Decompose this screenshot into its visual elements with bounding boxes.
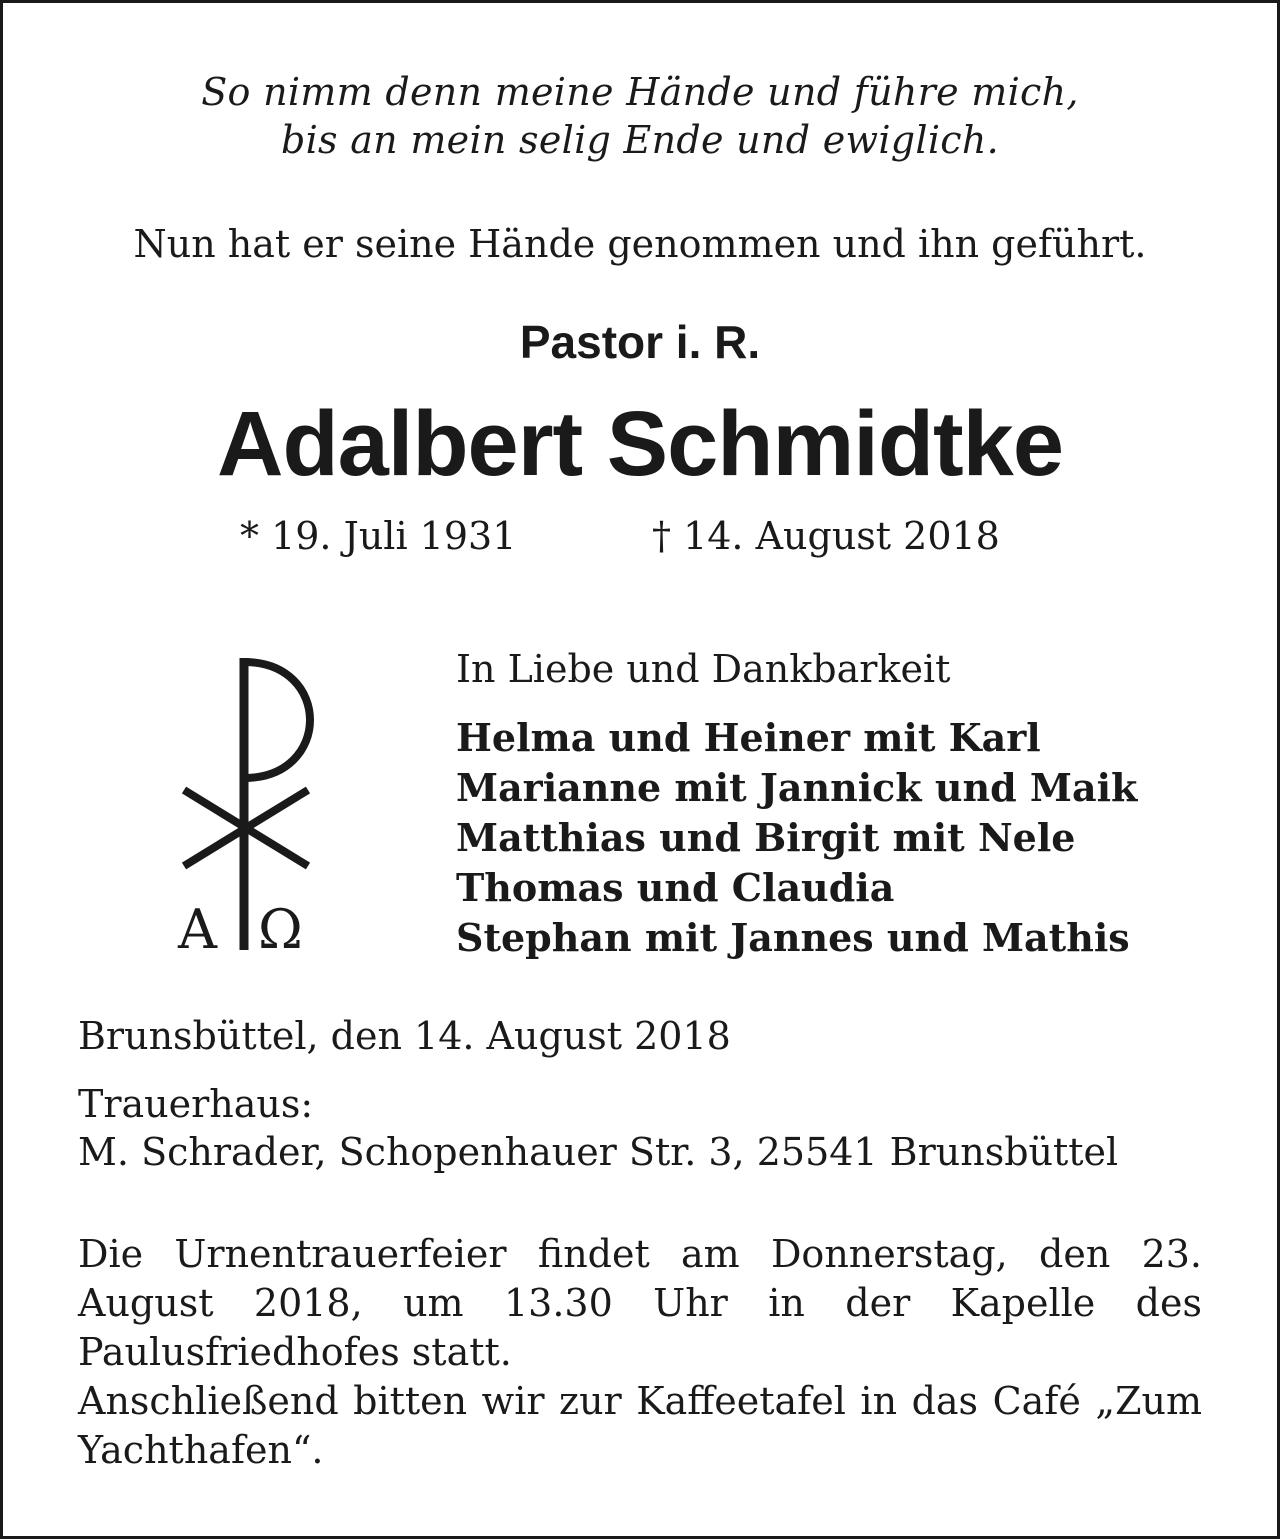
deceased-name: Adalbert Schmidtke: [217, 393, 1063, 495]
mourning-house-address: M. Schrader, Schopenhauer Str. 3, 25541 Brunsbüttel: [78, 1130, 1119, 1174]
mourning-house-label: Trauerhaus:: [78, 1082, 314, 1126]
place-and-date: Brunsbüttel, den 14. August 2018: [78, 1014, 731, 1058]
verse: [40, 68, 1240, 164]
chi-rho-alpha-omega-icon: [172, 650, 322, 960]
mourning-house: [78, 1080, 1118, 1176]
chi-rho-svg: [172, 650, 322, 960]
service-paragraph-2: Anschließend bitten wir zur Kaffeetafel in das Café „Zum Yachthafen“.: [78, 1379, 1202, 1472]
mourner-line: Matthias und Birgit mit Nele: [456, 815, 1076, 860]
mourner-line: Marianne mit Jannick und Maik: [456, 765, 1138, 810]
service-info: [78, 1230, 1202, 1475]
alpha-letter: A: [178, 898, 217, 960]
mourners: [456, 643, 1256, 963]
death-date: † 14. August 2018: [652, 514, 1000, 558]
mourner-line: Stephan mit Jannes und Mathis: [456, 915, 1130, 960]
mourner-line: Helma und Heiner mit Karl: [456, 715, 1041, 760]
rho-loop: [244, 662, 310, 778]
verse-line-1: So nimm denn meine Hände und führe mich,: [201, 70, 1079, 114]
mourners-intro: In Liebe und Dankbarkeit: [456, 647, 951, 691]
omega-letter: Ω: [258, 898, 303, 960]
mourner-line: Thomas und Claudia: [456, 865, 895, 910]
service-paragraph-1: Die Urnentrauerfeier findet am Donnerstag, den 23. August 2018, um 13.30 Uhr in der Kapelle des Paulusfriedhofes statt.: [78, 1232, 1202, 1374]
birth-date: * 19. Juli 1931: [240, 514, 517, 558]
deceased-title: Pastor i. R.: [519, 316, 761, 368]
response-line: Nun hat er seine Hände genommen und ihn geführt.: [133, 222, 1147, 266]
verse-line-2: bis an mein selig Ende und ewiglich.: [280, 118, 1000, 162]
